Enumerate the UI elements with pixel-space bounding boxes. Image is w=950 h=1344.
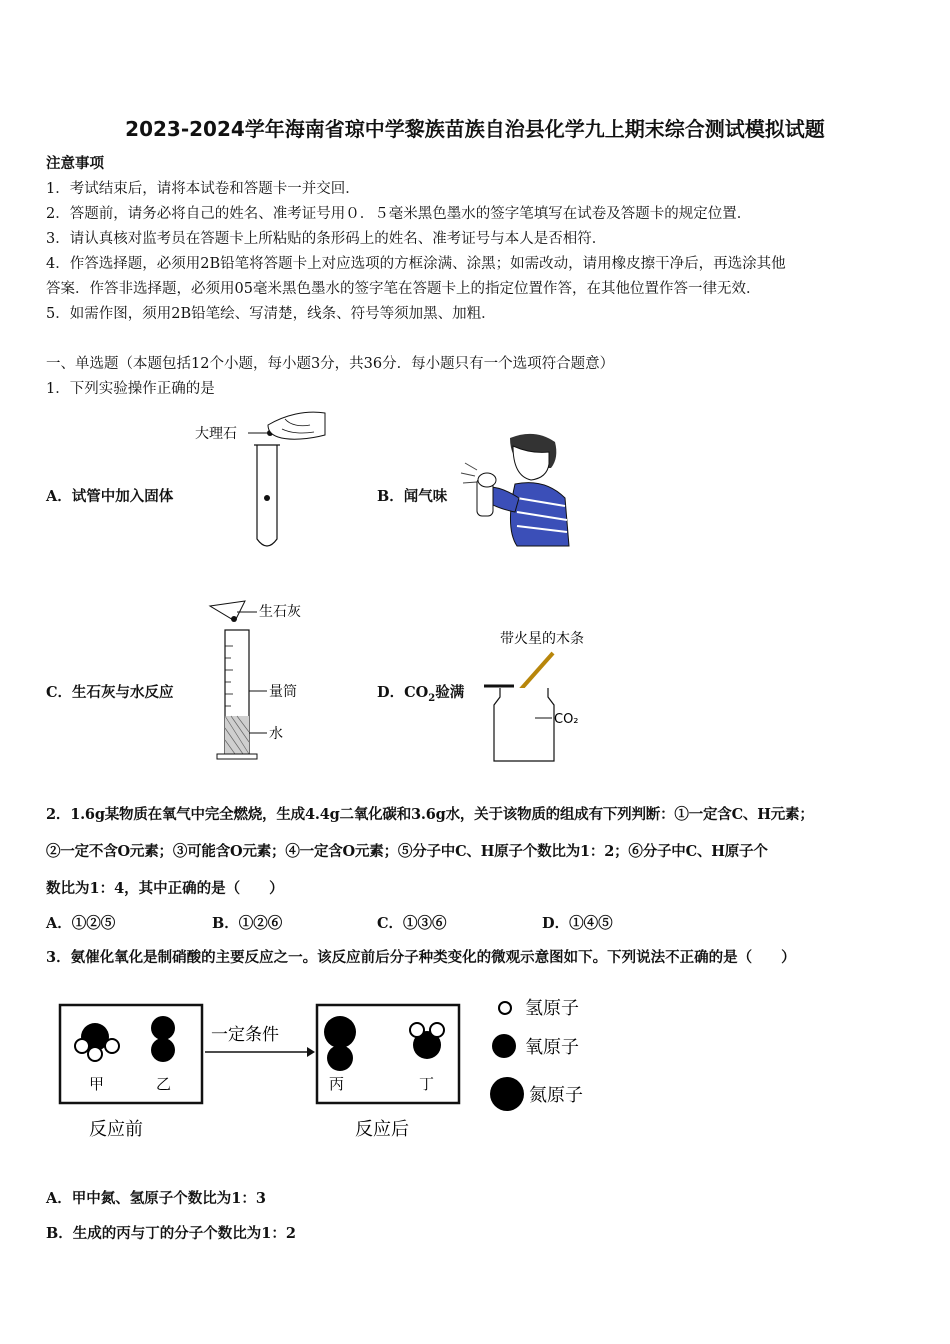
notice-item-2: 2．答题前，请务必将自己的姓名、准考证号用０．５毫米黑色墨水的签字笔填写在试卷及答题卡的规定位置． [46,206,752,222]
notice-item-4: 4．作答选择题，必须用2B铅笔将答题卡上对应选项的方框涂满、涂黑；如需改动，请用橡皮擦干净后，再选涂其他 [46,256,786,272]
figure-test-tube [190,405,340,555]
q1-option-b: B．闻气味 [377,488,448,505]
page-title: 2023-2024学年海南省琼中学黎族苗族自治县化学九上期末综合测试模拟试题 [125,117,825,141]
label-cylinder: 量筒 [269,684,297,700]
label-water: 水 [269,726,283,742]
q2-option-b: B．①②⑥ [212,915,283,932]
notice-item-5: 5．如需作图，须用2B铅笔绘、写清楚，线条、符号等须加黑、加粗． [46,306,496,322]
label-after: 反应后 [355,1119,409,1140]
legend-nitrogen: 氮原子 [529,1085,583,1106]
legend-oxygen: 氧原子 [525,1037,579,1058]
q1-option-d-prefix: D．CO [377,684,429,701]
section-heading: 一、单选题（本题包括12个小题，每小题3分，共36分．每小题只有一个选项符合题意） [46,356,615,372]
label-before: 反应前 [89,1119,143,1140]
figure-cylinder [205,596,325,766]
q1-option-c: C．生石灰与水反应 [46,684,174,701]
q1-option-d-suffix: 验满 [435,684,465,701]
legend-hydrogen: 氢原子 [525,998,579,1019]
q1-option-d [377,681,464,704]
q2-option-a: A．①②⑤ [46,915,116,932]
q2-option-d: D．①④⑤ [542,915,613,932]
label-jia: 甲 [89,1075,105,1093]
q3-option-a: A．甲中氮、氢原子个数比为1：3 [46,1190,266,1207]
q2-option-c: C．①③⑥ [377,915,447,932]
figure-co2-bottle [480,625,620,770]
notice-item-3: 3．请认真核对监考员在答题卡上所粘贴的条形码上的姓名、准考证号与本人是否相符． [46,231,607,247]
q2-line-3: 数比为1：4，其中正确的是（ ） [46,880,284,897]
label-quicklime: 生石灰 [259,604,301,620]
q1-option-a: A．试管中加入固体 [46,488,174,505]
notice-item-4-cont: 答案．作答非选择题，必须用05毫米黑色墨水的签字笔在答题卡上的指定位置作答，在其他位置作答一律无效． [46,281,761,297]
q3-stem: 3．氨催化氧化是制硝酸的主要反应之一。该反应前后分子种类变化的微观示意图如下。下列说法不正确的是（ ） [46,949,796,966]
q2-line-2: ②一定不含O元素；③可能含O元素；④一定含O元素；⑤分子中C、H原子个数比为1：2；⑥分子中C、H原子个 [46,843,768,860]
label-condition: 一定条件 [211,1025,279,1045]
label-co2: CO₂ [554,712,579,727]
label-yi: 乙 [156,1075,172,1093]
figure-smell [455,428,575,548]
q1-option-d-sub: 2 [428,692,436,704]
q1-stem: 1．下列实验操作正确的是 [46,381,215,397]
label-ding: 丁 [419,1075,435,1093]
notice-item-1: 1．考试结束后，请将本试卷和答题卡一并交回． [46,181,360,197]
notice-heading: 注意事项 [46,155,104,172]
label-marble: 大理石 [195,426,237,442]
label-glowing-splint: 带火星的木条 [500,631,584,647]
q2-line-1: 2．1.6g某物质在氧气中完全燃烧，生成4.4g二氧化碳和3.6g水，关于该物质的组成有下列判断：①一定含C、H元素； [46,806,814,823]
figure-reaction-diagram [55,990,615,1150]
label-bing: 丙 [329,1075,345,1093]
q3-option-b: B．生成的丙与丁的分子个数比为1：2 [46,1225,296,1242]
